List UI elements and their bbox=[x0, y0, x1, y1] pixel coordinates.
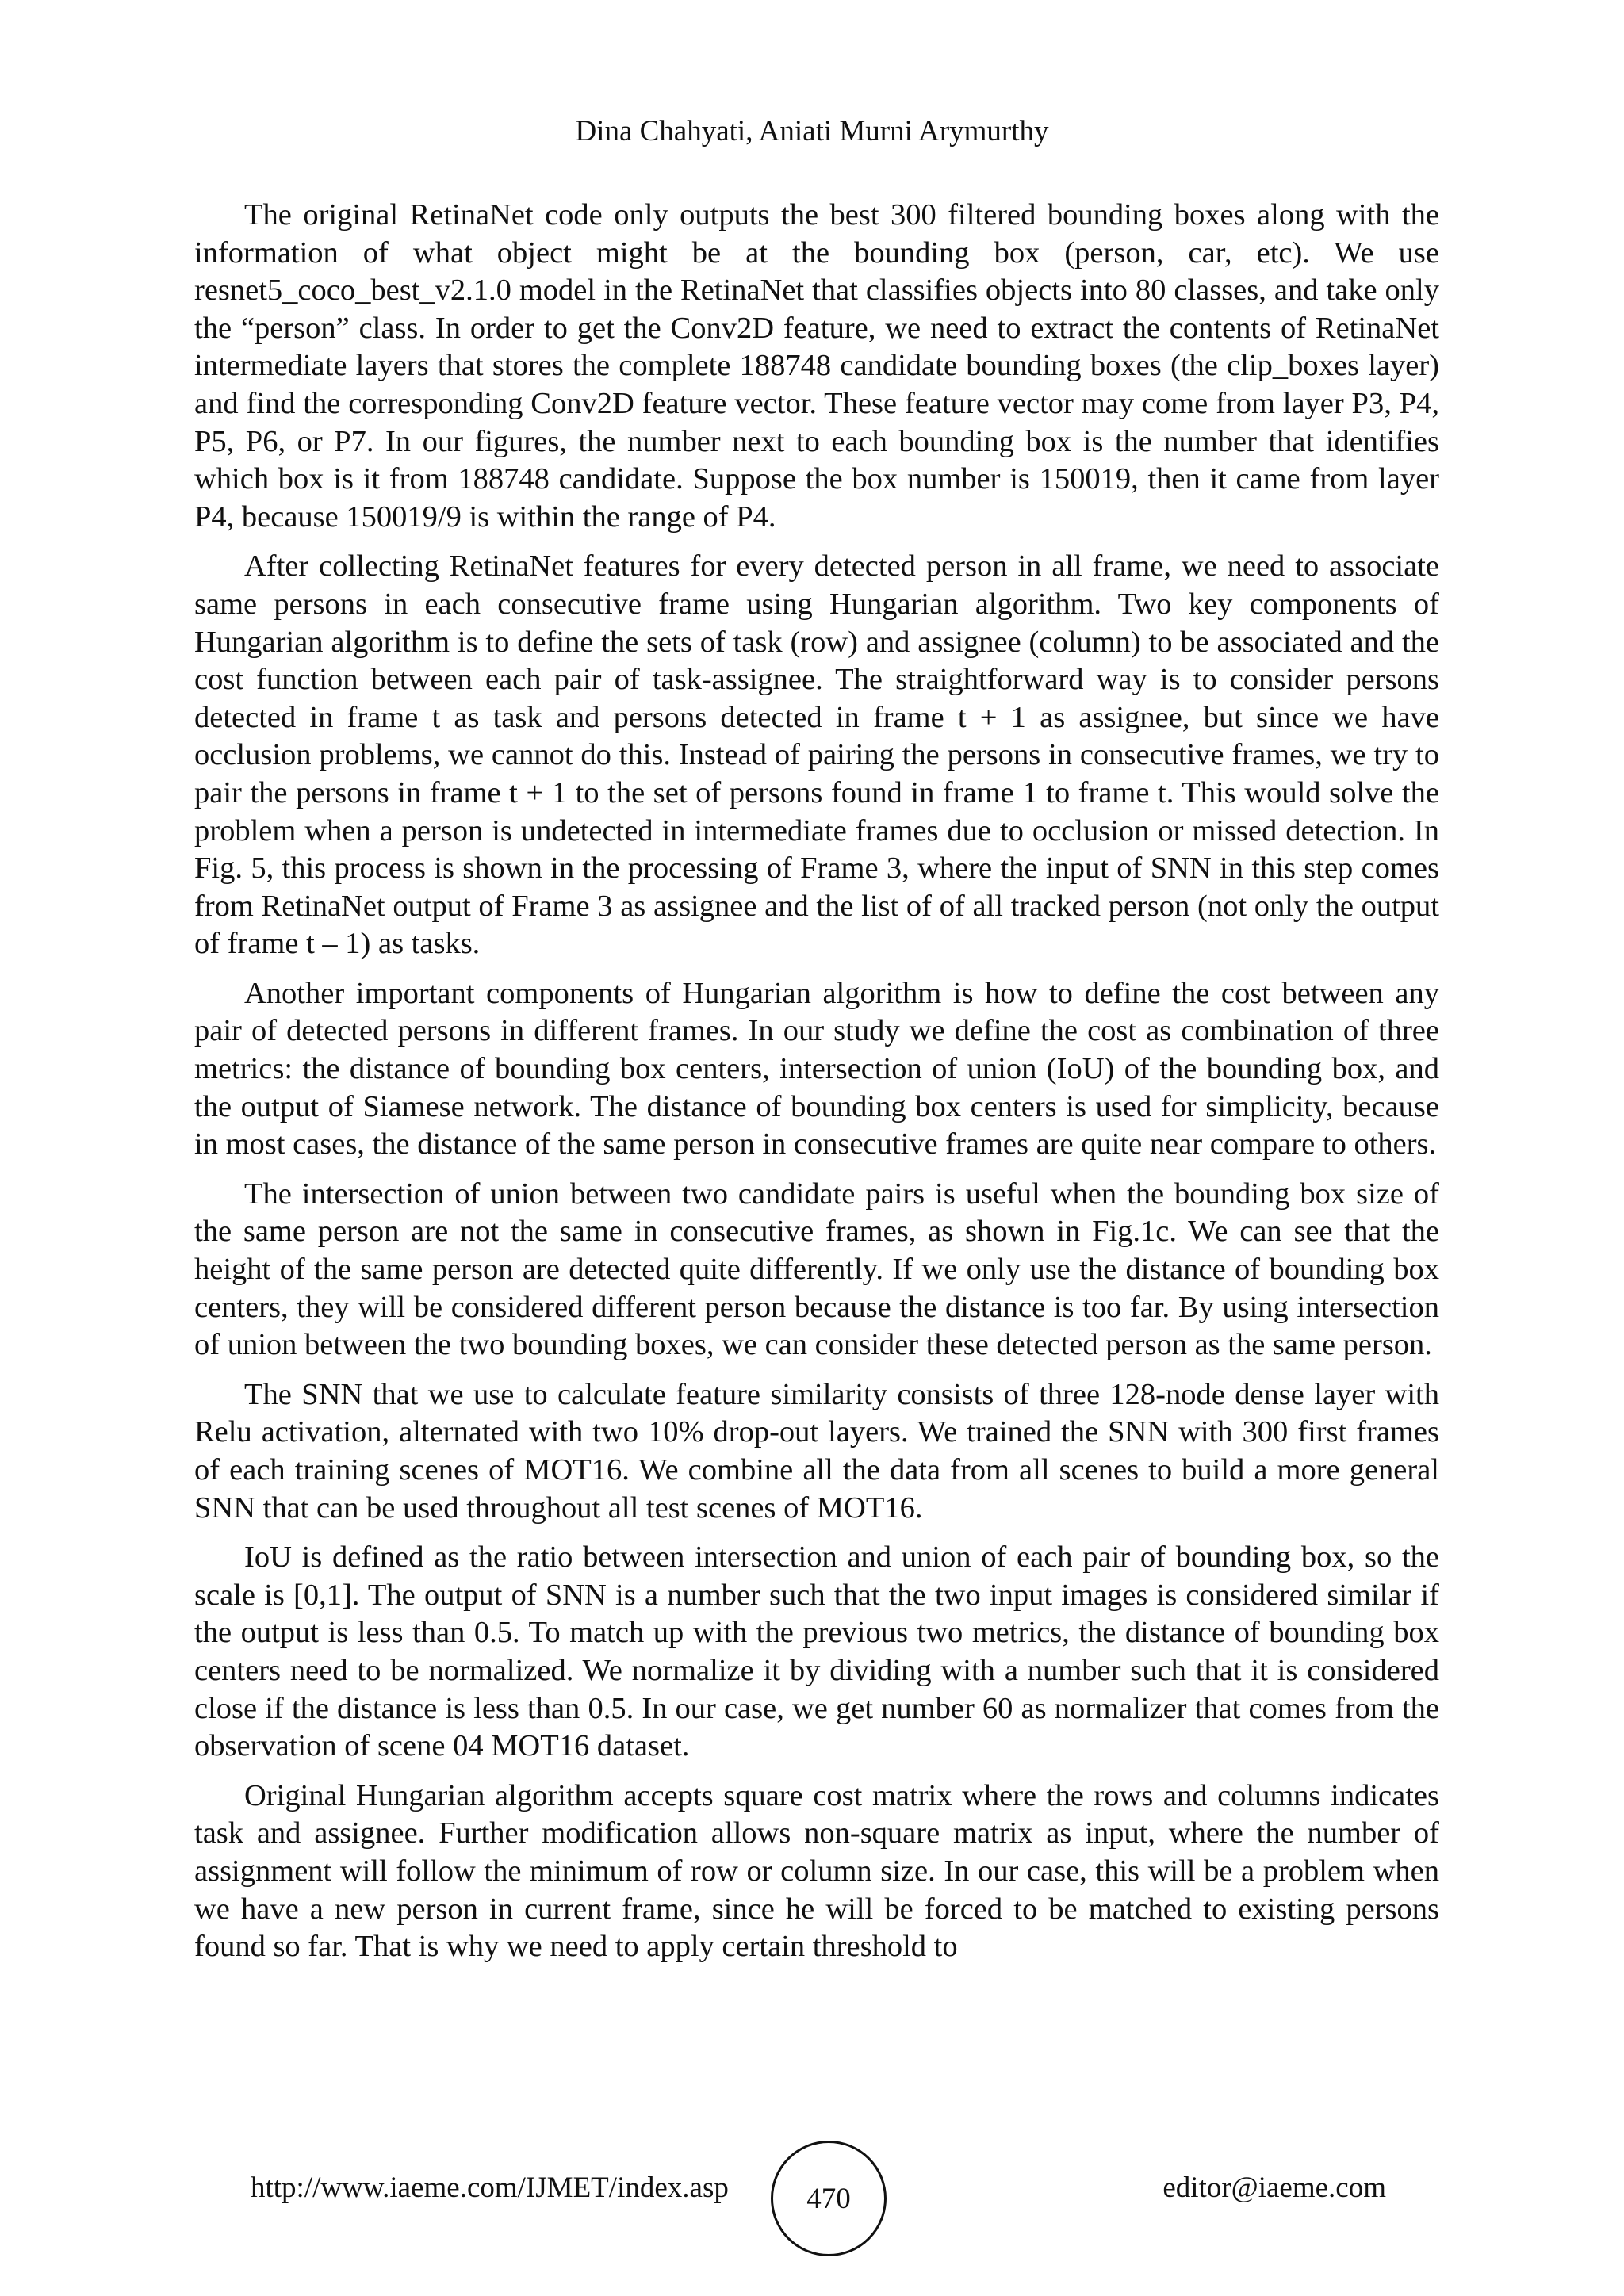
header-authors: Dina Chahyati, Aniati Murni Arymurthy bbox=[575, 115, 1049, 147]
page-number: 470 bbox=[806, 2182, 851, 2215]
paragraph-threshold: Original Hungarian algorithm accepts square cost matrix where the rows and columns indicates task and assignee. Further modification allows non-square matrix as input, where the number of assignment will follow the minimum of row or column size. In our case, this will be a problem when we have a new person in current frame, since he will be forced to be matched to existing persons found so far. That is why we need to apply certain threshold to bbox=[194, 1778, 1439, 1964]
paragraph-hungarian-association: After collecting RetinaNet features for every detected person in all frame, we need to associate same persons in each consecutive frame using Hungarian algorithm. Two key components of Hungarian algorithm is to define the sets of task (row) and assignee (column) to be associated and the cost function between each pair of task-assignee. The straightforward way is to consider persons detected in frame t as task and persons detected in frame t + 1 as assignee, but since we have occlusion problems, we cannot do this. Instead of pairing the persons in consecutive frames, we try to pair the persons in frame t + 1 to the set of persons found in frame 1 to frame t. This would solve the problem when a person is undetected in intermediate frames due to occlusion or missed detection. In Fig. 5, this process is shown in the processing of Frame 3, where the input of SNN in this step comes from RetinaNet output of Frame 3 as assignee and the list of of all tracked person (not only the output of frame t – 1) as tasks. bbox=[194, 549, 1439, 961]
paragraph-iou: The intersection of union between two candidate pairs is useful when the bounding box size of the same person are not the same in consecutive frames, as shown in Fig.1c. We can see that the height of the same person are detected quite differently. If we only use the distance of bounding box centers, they will be considered different person because the distance is too far. By using intersection of union between the two bounding boxes, we can consider these detected person as the same person. bbox=[194, 1177, 1439, 1362]
running-header bbox=[0, 113, 1624, 151]
page-number-badge bbox=[771, 2141, 887, 2256]
paragraph-normalization: IoU is defined as the ratio between intersection and union of each pair of bounding box, so the scale is [0,1]. The output of SNN is a number such that the two input images is considered similar if the output is less than 0.5. To match up with the previous two metrics, the distance of bounding box centers need to be normalized. We normalize it by dividing with a number such that it is considered close if the distance is less than 0.5. In our case, we get number 60 as normalizer that comes from the observation of scene 04 MOT16 dataset. bbox=[194, 1540, 1439, 1763]
paragraph-snn: The SNN that we use to calculate feature similarity consists of three 128-node dense layer with Relu activation, alternated with two 10% drop-out layers. We trained the SNN with 300 first frames of each training scenes of MOT16. We combine all the data from all scenes to build a more general SNN that can be used throughout all test scenes of MOT16. bbox=[194, 1377, 1439, 1525]
paragraph-retinanet-output: The original RetinaNet code only outputs the best 300 filtered bounding boxes along with the information of what object might be at the bounding box (person, car, etc). We use resnet5_coco_best_v2.1.0 model in the RetinaNet that classifies objects into 80 classes, and take only the “person” class. In order to get the Conv2D feature, we need to extract the contents of RetinaNet intermediate layers that stores the complete 188748 candidate bounding boxes (the clip_boxes layer) and find the corresponding Conv2D feature vector. These feature vector may come from layer P3, P4, P5, P6, or P7. In our figures, the number next to each bounding box is the number that identifies which box is it from 188748 candidate. Suppose the box number is 150019, then it came from layer P4, because 150019/9 is within the range of P4. bbox=[194, 198, 1439, 534]
page-footer bbox=[0, 2141, 1624, 2236]
body-text bbox=[194, 197, 1439, 1978]
paragraph-cost-definition: Another important components of Hungarian algorithm is how to define the cost between any pair of detected persons in different frames. In our study we define the cost as combination of three metrics: the distance of bounding box centers, intersection of union (IoU) of the bounding box, and the output of Siamese network. The distance of bounding box centers is used for simplicity, because in most cases, the distance of the same person in consecutive frames are quite near compare to others. bbox=[194, 976, 1439, 1161]
footer-email-link[interactable]: editor@iaeme.com bbox=[1162, 2172, 1386, 2204]
footer-url-link[interactable]: http://www.iaeme.com/IJMET/index.asp bbox=[251, 2172, 729, 2204]
